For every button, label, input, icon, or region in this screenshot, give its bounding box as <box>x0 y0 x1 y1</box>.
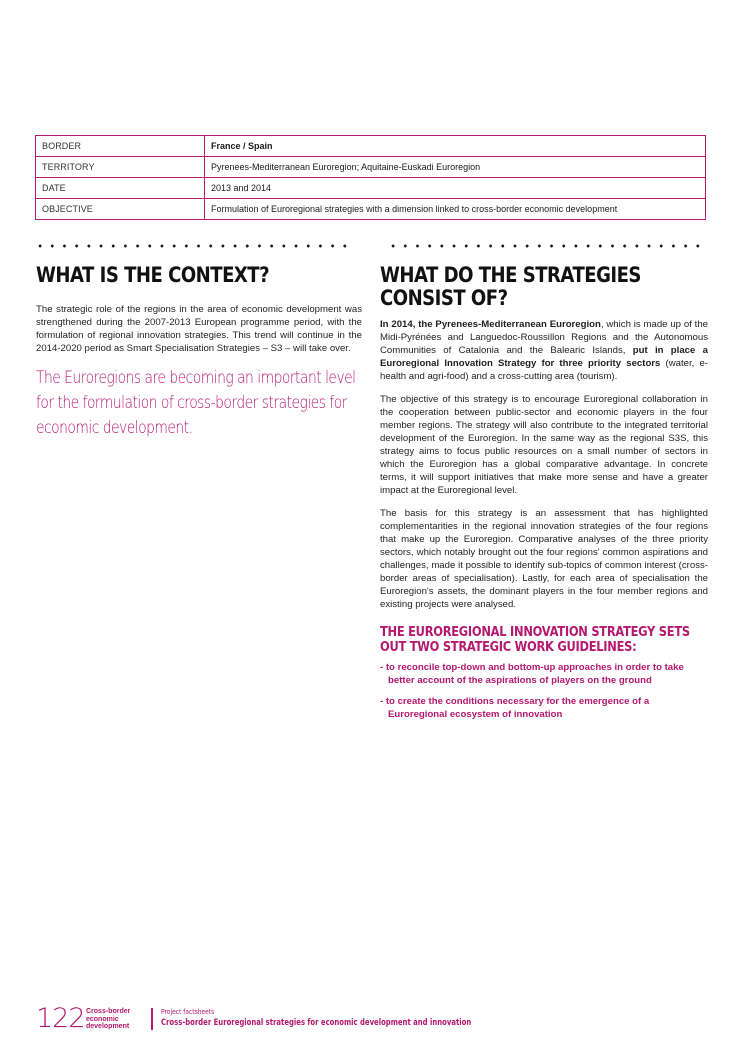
section-tag-line: economic <box>86 1015 119 1023</box>
body-text: (water, e-health and agri-food) and a cross-cutting area (tourism). <box>380 358 708 382</box>
body-text: , which is made up of the Midi-Pyrénées and Languedoc-Roussillon Regions and the Autonomous Communities of Catalonia and the Balearic Islands, <box>380 319 708 356</box>
strategies-paragraph-3: The basis for this strategy is an assessment that has highlighted complementarities in the regional innovation strategies of the four regions that make up the Euroregion. Comparative analyses of the three priority sectors, which notably brought out the four regions' common aspirations and challenges, made it possible to identify sub-topics of common interest (cross-border areas of specialisation). Lastly, for each area of specialisation the Euroregion's assets, the dominant players in the four member regions and existing projects were analysed. <box>380 508 708 610</box>
row-value: Pyrenees-Mediterranean Euroregion; Aquitaine-Euskadi Euroregion <box>205 157 706 178</box>
row-value: France / Spain <box>205 136 706 157</box>
context-column <box>36 264 362 440</box>
bold-text: In 2014, the Pyrenees-Mediterranean Euroregion <box>380 319 601 330</box>
table-row <box>36 157 706 178</box>
footer-divider <box>151 1008 153 1030</box>
footer-kicker: Project factsheets <box>161 1008 215 1016</box>
guidelines-list <box>380 661 708 721</box>
strategies-heading: WHAT DO THE STRATEGIES CONSIST OF? <box>380 263 641 310</box>
row-key: OBJECTIVE <box>36 199 205 220</box>
project-info-table <box>35 135 706 220</box>
dotted-divider-left <box>34 243 354 249</box>
context-pull-quote: The Euroregions are becoming an important level for the formulation of cross-border strategies for economic development. <box>36 368 356 437</box>
list-item: - to create the conditions necessary for the emergence of a Euroregional ecosystem of innovation <box>380 696 650 720</box>
section-tag <box>86 1008 146 1031</box>
bold-text: put in place a Euroregional Innovation Strategy for three priority sectors <box>380 345 708 369</box>
strategies-column <box>380 264 708 729</box>
strategies-paragraph-2: The objective of this strategy is to encourage Euroregional collaboration in the cooperation between public-sector and economic players in the four member regions. The strategy will also contribute to the integrated territorial development of the Euroregion. In the same way as the regional S3S, this strategy aims to focus public resources on a small number of sectors in which the Euroregion has a global comparative advantage. In concrete terms, it will support initiatives that make more sense and have a greater impact at the Euroregional level. <box>380 394 708 496</box>
footer-title: Cross-border Euroregional strategies for economic development and innovation <box>161 1018 472 1028</box>
table-row <box>36 178 706 199</box>
table-row <box>36 136 706 157</box>
row-key: TERRITORY <box>36 157 205 178</box>
row-key: BORDER <box>36 136 205 157</box>
list-item: - to reconcile top-down and bottom-up approaches in order to take better account of the aspirations of players on the ground <box>380 662 684 686</box>
row-value: 2013 and 2014 <box>205 178 706 199</box>
guidelines-subheading: THE EUROREGIONAL INNOVATION STRATEGY SETS OUT TWO STRATEGIC WORK GUIDELINES: <box>380 625 690 655</box>
context-heading: WHAT IS THE CONTEXT? <box>36 263 270 287</box>
row-key: DATE <box>36 178 205 199</box>
page-number: 122 <box>36 1003 85 1034</box>
row-value: Formulation of Euroregional strategies with a dimension linked to cross-border economic development <box>205 199 706 220</box>
section-tag-line: Cross-border <box>86 1008 131 1015</box>
table-row <box>36 199 706 220</box>
page-footer <box>36 1004 716 1034</box>
context-paragraph: The strategic role of the regions in the area of economic development was strengthened during the 2007-2013 European programme period, with the formulation of regional innovation strategies. This trend will continue in the 2014-2020 period as Smart Specialisation Strategies – S3 – will take over. <box>36 304 362 354</box>
section-tag-line: development <box>86 1023 130 1030</box>
strategies-paragraph-1 <box>380 318 708 383</box>
dotted-divider-right <box>387 243 705 249</box>
